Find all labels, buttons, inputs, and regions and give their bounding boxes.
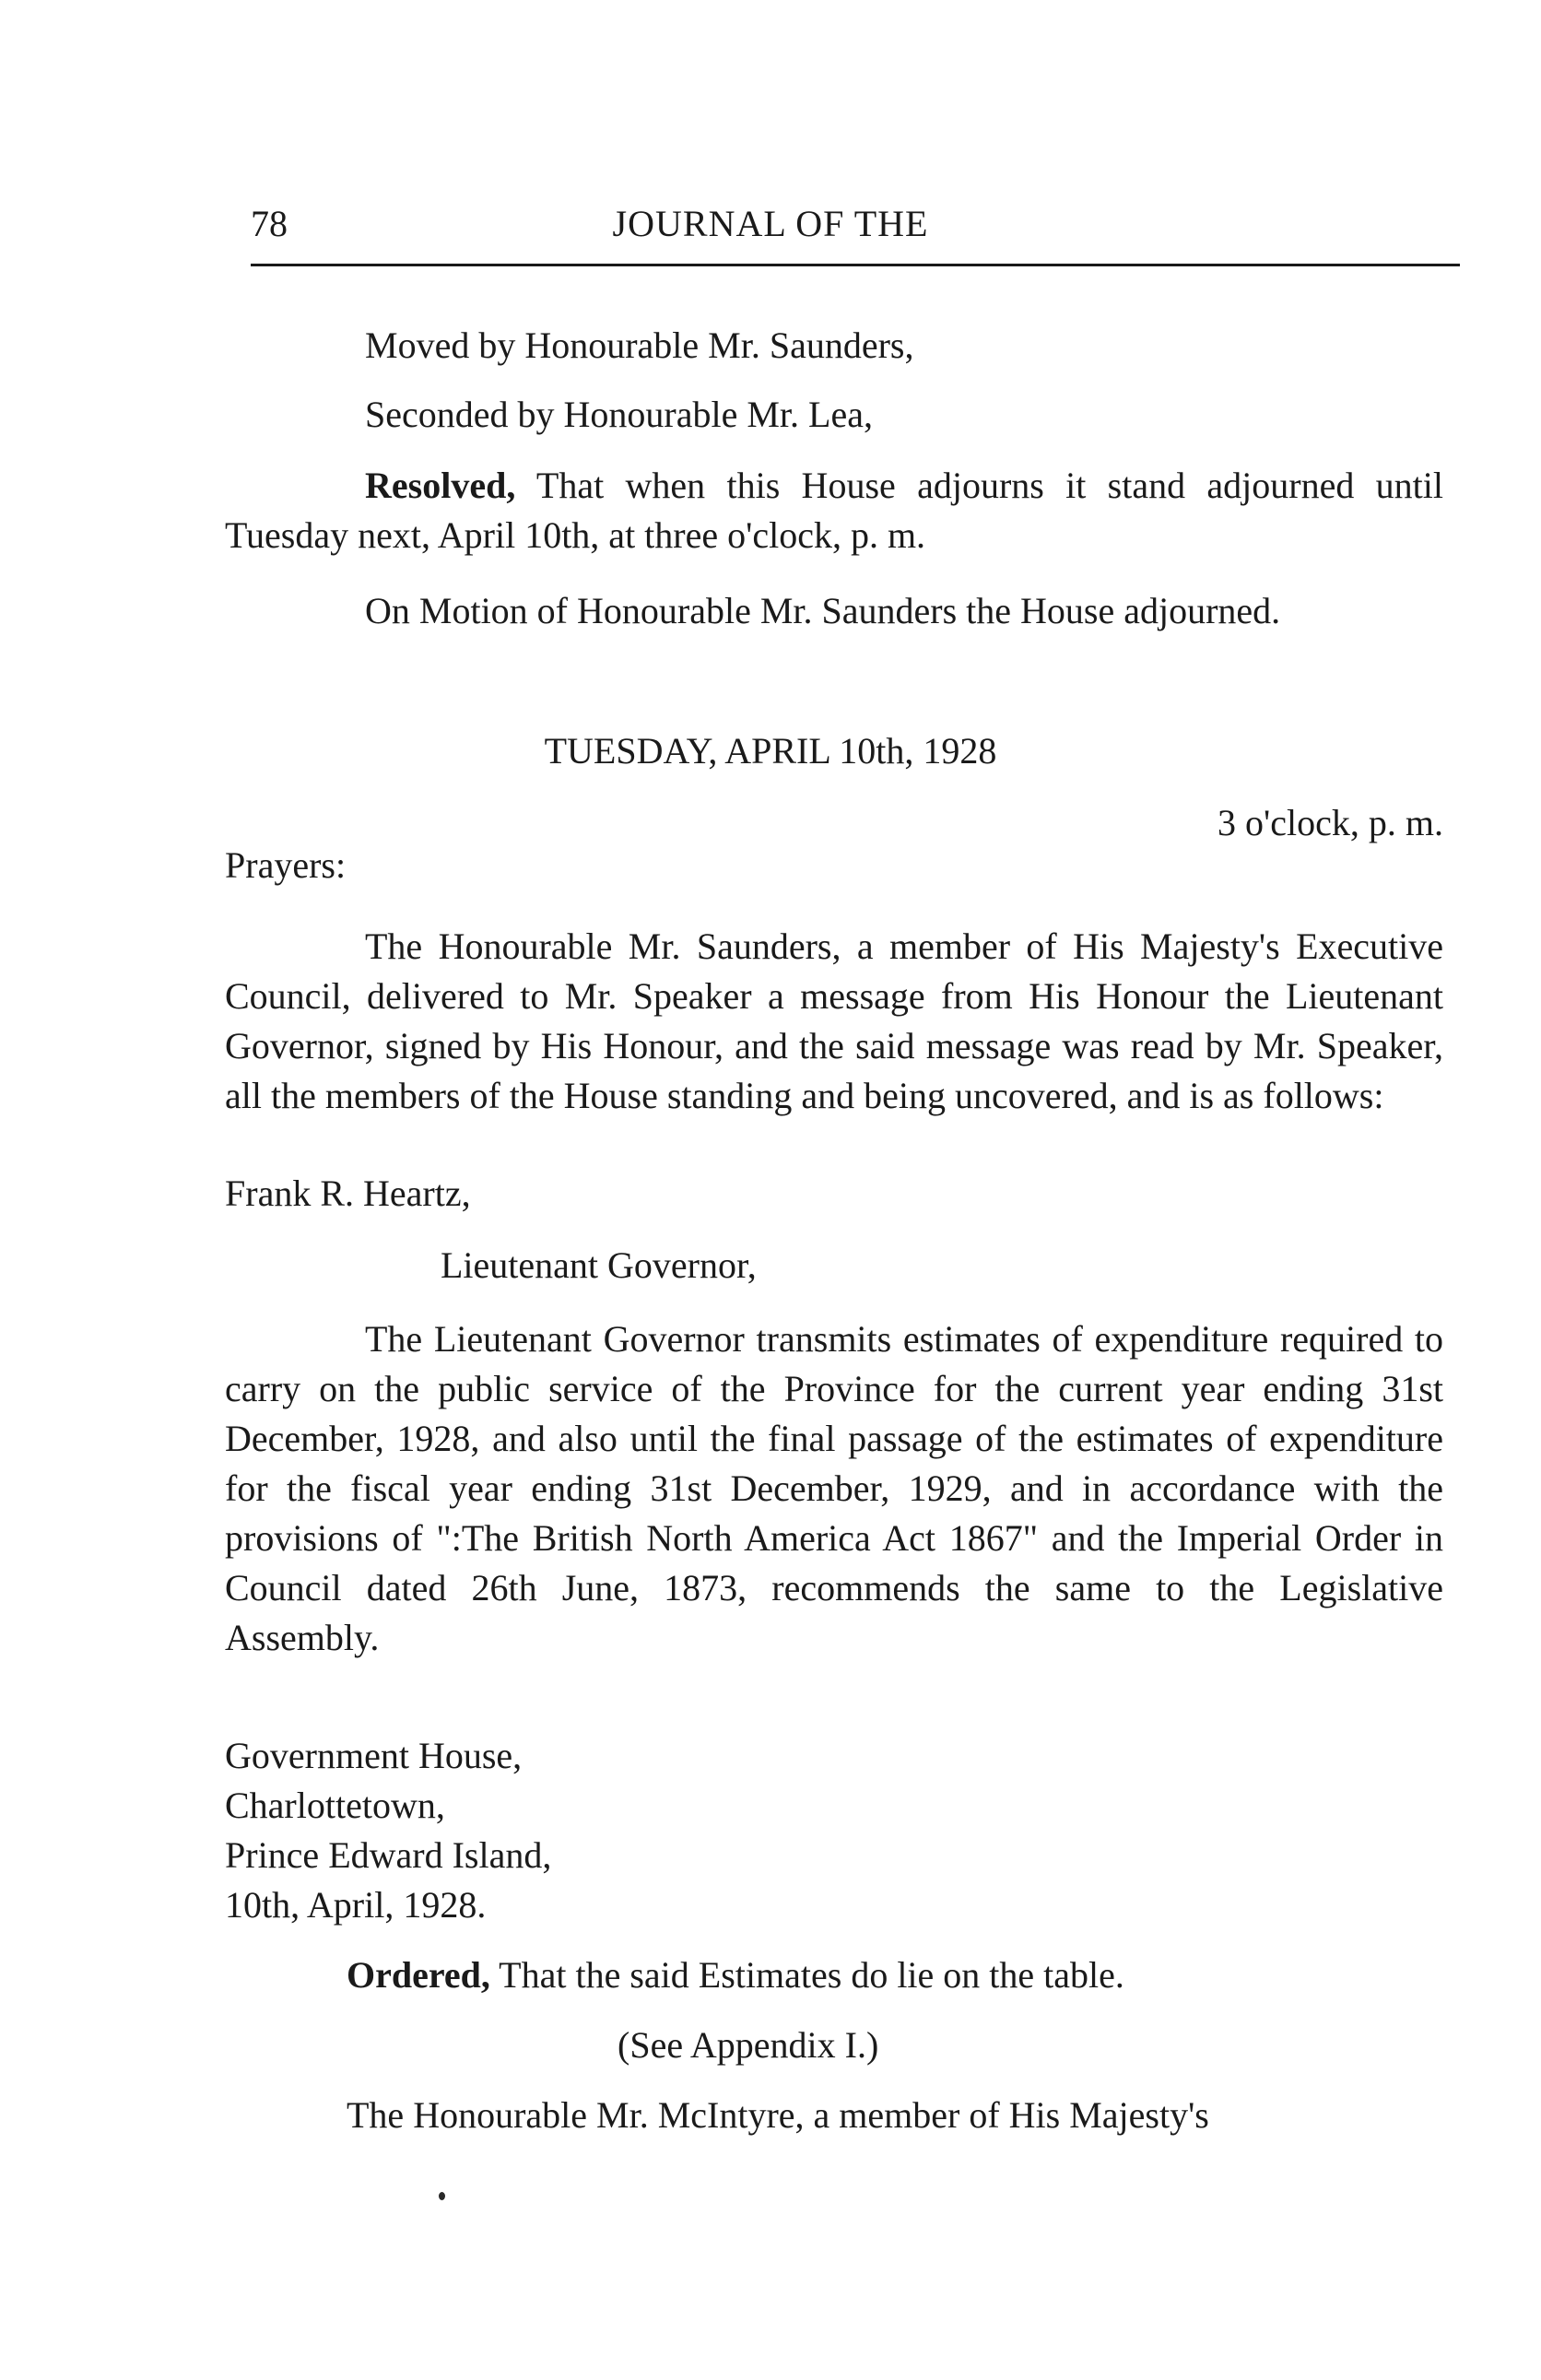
order-line	[347, 1950, 1124, 2000]
prayers-label: Prayers:	[225, 844, 347, 886]
signature-title: Lieutenant Governor,	[441, 1244, 757, 1286]
page-number: 78	[251, 203, 288, 244]
order-text: That the said Estimates do lie on the table.	[489, 1954, 1124, 1996]
adjourn-motion: On Motion of Honourable Mr. Saunders the House adjourned.	[365, 590, 1281, 631]
closing-line: The Honourable Mr. McIntyre, a member of His Majesty's	[347, 2094, 1209, 2136]
resolution-text: That when this House adjourns it stand adjourned until Tuesday next, April 10th, at three o'clock, p. m.	[225, 465, 1443, 556]
address-line-1: Government House,	[225, 1735, 523, 1776]
ordered-lead: Ordered,	[347, 1954, 490, 1996]
address-line-4: 10th, April, 1928.	[225, 1884, 487, 1926]
seconded-by: Seconded by Honourable Mr. Lea,	[365, 394, 873, 435]
appendix-reference: (See Appendix I.)	[618, 2024, 879, 2066]
address-line-3: Prince Edward Island,	[225, 1834, 552, 1876]
day-heading: TUESDAY, APRIL 10th, 1928	[544, 730, 997, 772]
header-rule	[251, 264, 1460, 266]
signature-name: Frank R. Heartz,	[225, 1172, 471, 1214]
running-head: JOURNAL OF THE	[612, 203, 929, 244]
message-body-paragraph: The Lieutenant Governor transmits estimates of expenditure required to carry on the public service of the Province for the current year ending 31st December, 1928, and also until the final passage of the estimates of expenditure for the fiscal year ending 31st December, 1929, and in accordance with the provisions of ":The British North America Act 1867" and the Imperial Order in Council dated 26th June, 1873, recommends the same to the Legislative Assembly.	[225, 1318, 1443, 1658]
resolved-lead: Resolved,	[365, 465, 516, 506]
address-line-2: Charlottetown,	[225, 1785, 445, 1826]
sitting-time: 3 o'clock, p. m.	[1218, 802, 1443, 843]
print-speck	[439, 2192, 445, 2200]
moved-by: Moved by Honourable Mr. Saunders,	[365, 324, 914, 366]
resolution-paragraph	[225, 461, 1443, 560]
message-intro-paragraph: The Honourable Mr. Saunders, a member of His Majesty's Executive Council, delivered to Mr. Speaker a message from His Honour the Lieutenant Governor, signed by His Honour, and the said message was read by Mr. Speaker, all the members of the House standing and being uncovered, and is as follows:	[225, 925, 1443, 1116]
